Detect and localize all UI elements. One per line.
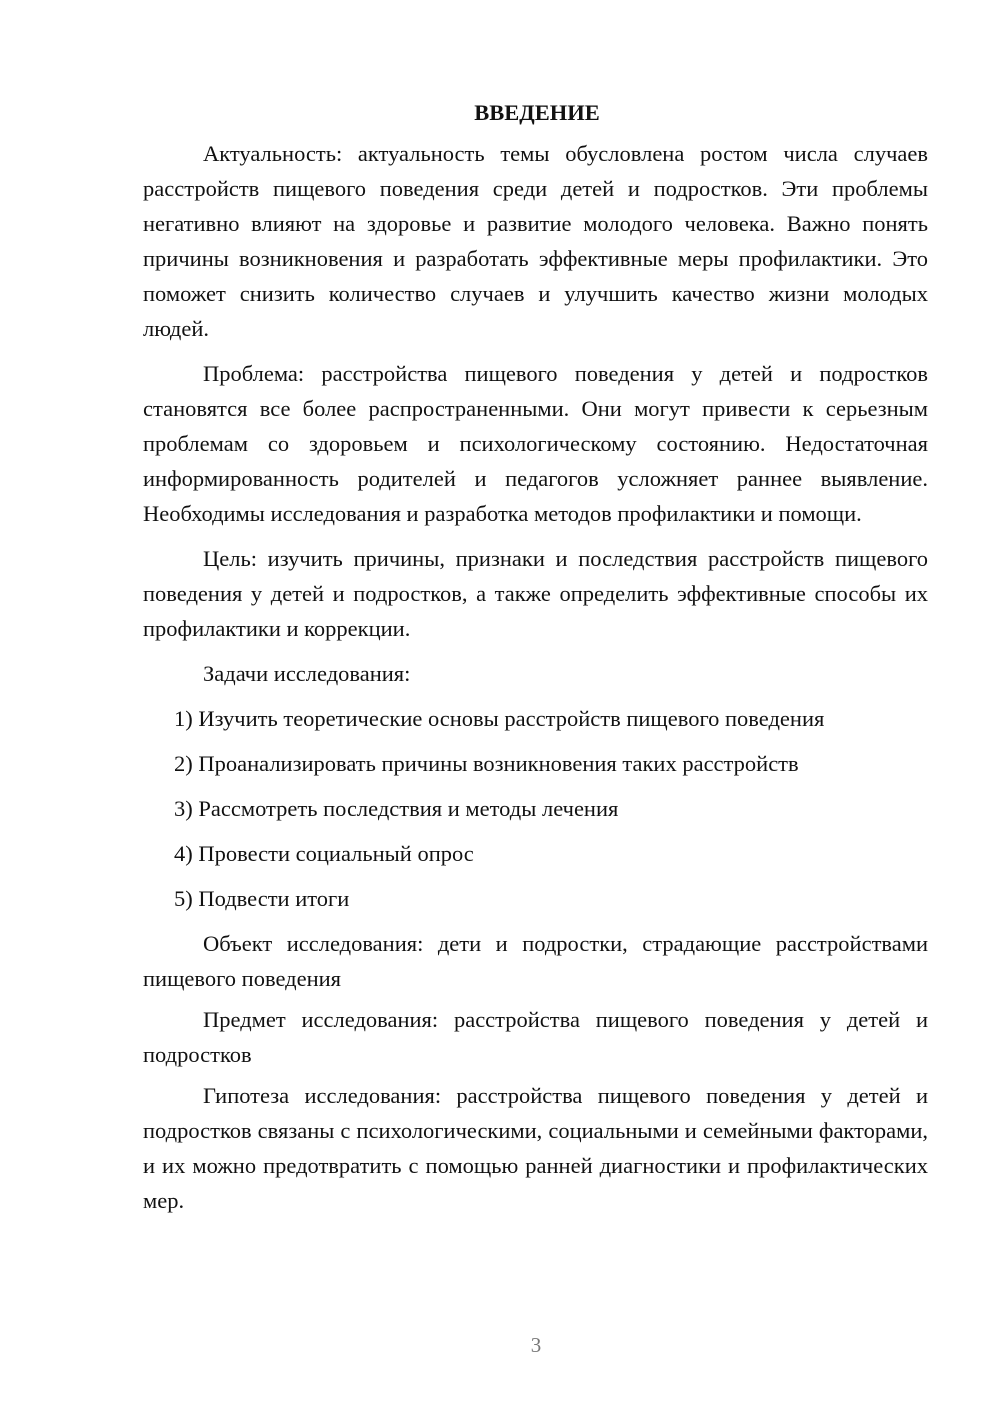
list-item: 5) Подвести итоги [174,886,350,911]
problem-paragraph: Проблема: расстройства пищевого поведения у детей и подростков становятся все более распространенными. Они могут привести к серьезным проблемам со здоровьем и психологическому состоянию. Недостаточная информированность родителей и педагогов усложняет раннее выявление. Необходимы исследования и разработка методов профилактики и помощи. [143,361,928,526]
page-number: 3 [530,1333,542,1357]
list-item: 4) Провести социальный опрос [174,841,474,866]
tasks-list [143,701,928,916]
goal-paragraph: Цель: изучить причины, признаки и последствия расстройств пищевого поведения у детей и подростков, а также определить эффективные способы их профилактики и коррекции. [143,546,928,641]
list-item: 3) Рассмотреть последствия и методы лечения [174,796,619,821]
relevance-paragraph: Актуальность: актуальность темы обусловлена ростом числа случаев расстройств пищевого поведения среди детей и подростков. Эти проблемы негативно влияют на здоровье и развитие молодого человека. Важно понять причины возникновения и разработать эффективные меры профилактики. Это поможет снизить количество случаев и улучшить качество жизни молодых людей. [143,141,928,341]
list-item: 2) Проанализировать причины возникновения таких расстройств [174,751,799,776]
tasks-heading: Задачи исследования: [203,661,411,686]
page-title: ВВЕДЕНИЕ [474,100,600,125]
subject-paragraph: Предмет исследования: расстройства пищевого поведения у детей и подростков [143,1007,928,1067]
object-paragraph: Объект исследования: дети и подростки, страдающие расстройствами пищевого поведения [143,931,928,991]
hypothesis-paragraph: Гипотеза исследования: расстройства пищевого поведения у детей и подростков связаны с психологическими, социальными и семейными факторами, и их можно предотвратить с помощью ранней диагностики и профилактических мер. [143,1083,928,1213]
document-body [143,95,928,1228]
list-item: 1) Изучить теоретические основы расстройств пищевого поведения [174,706,825,731]
